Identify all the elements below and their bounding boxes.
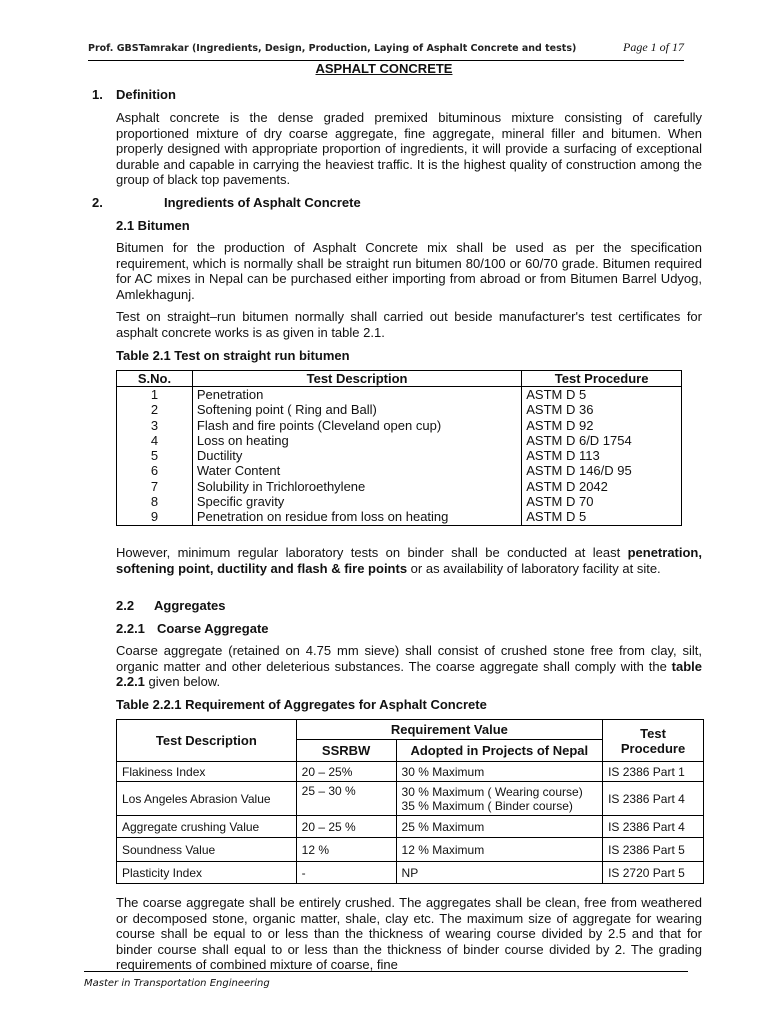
table-row bbox=[117, 433, 682, 448]
table-2-1-caption: Table 2.1 Test on straight run bitumen bbox=[116, 348, 350, 363]
section-2-number: 2. bbox=[92, 195, 103, 210]
cell-test-description: Plasticity Index bbox=[117, 862, 297, 884]
cell-test-procedure: ASTM D 5 bbox=[522, 509, 682, 525]
cell-test-procedure: ASTM D 2042 bbox=[522, 479, 682, 494]
cell-test-description: Softening point ( Ring and Ball) bbox=[192, 402, 521, 417]
col-header-sno: S.No. bbox=[117, 371, 193, 387]
cell-sno: 9 bbox=[117, 509, 193, 525]
cell-test-procedure: ASTM D 92 bbox=[522, 418, 682, 433]
table-row bbox=[117, 448, 682, 463]
col-header-requirement-value: Requirement Value bbox=[296, 720, 602, 740]
table-row bbox=[117, 402, 682, 417]
table-row bbox=[117, 816, 704, 838]
coarse-aggregate-text-a: Coarse aggregate (retained on 4.75 mm sieve) shall consist of crushed stone free from clay, silt, organic matter and other deleterious substances. The coarse aggregate shall comply with the bbox=[116, 643, 702, 674]
cell-test-description: Ductility bbox=[192, 448, 521, 463]
table-row bbox=[117, 509, 682, 525]
section-1-number: 1. bbox=[92, 87, 103, 102]
table-row bbox=[117, 463, 682, 478]
table-row bbox=[117, 782, 704, 816]
cell-ssrbw: 12 % bbox=[296, 838, 396, 862]
cell-test-description: Penetration on residue from loss on heating bbox=[192, 509, 521, 525]
cell-adopted-nepal: NP bbox=[396, 862, 603, 884]
table-row bbox=[117, 862, 704, 884]
aggregate-requirement-table bbox=[116, 719, 704, 884]
cell-test-procedure: ASTM D 5 bbox=[522, 387, 682, 403]
cell-sno: 6 bbox=[117, 463, 193, 478]
section-2-2-1-number: 2.2.1 bbox=[116, 621, 145, 636]
cell-test-description: Aggregate crushing Value bbox=[117, 816, 297, 838]
section-2-2-number: 2.2 bbox=[116, 598, 135, 613]
bitumen-paragraph: Bitumen for the production of Asphalt Concrete mix shall be used as per the specification requirement, which is normally shall be straight run bitumen 80/100 or 60/70 grade. Bitumen required for AC mixes in Nepal can be purchased either importing from abroad or from Bitumen Barrel Udyog, Amlekhagunj. bbox=[116, 240, 702, 302]
minimum-tests-paragraph bbox=[116, 545, 702, 576]
cell-sno: 8 bbox=[117, 494, 193, 509]
table-row bbox=[117, 387, 682, 403]
table-row bbox=[117, 494, 682, 509]
coarse-aggregate-text-c: given below. bbox=[144, 674, 221, 690]
cell-test-description: Loss on heating bbox=[192, 433, 521, 448]
cell-test-procedure: IS 2386 Part 1 bbox=[603, 762, 704, 782]
cell-test-description: Water Content bbox=[192, 463, 521, 478]
cell-adopted-nepal: 30 % Maximum bbox=[396, 762, 603, 782]
document-title: ASPHALT CONCRETE bbox=[315, 61, 453, 76]
section-2-1-heading: 2.1 Bitumen bbox=[116, 218, 190, 233]
cell-sno: 4 bbox=[117, 433, 193, 448]
table-header-row bbox=[117, 720, 704, 740]
cell-sno: 1 bbox=[117, 387, 193, 403]
minimum-tests-text-a: However, minimum regular laboratory tests on binder shall be conducted at least bbox=[116, 545, 628, 560]
cell-test-description: Soundness Value bbox=[117, 838, 297, 862]
cell-test-procedure: ASTM D 6/D 1754 bbox=[522, 433, 682, 448]
col-header-test-description: Test Description bbox=[117, 720, 297, 762]
cell-sno: 5 bbox=[117, 448, 193, 463]
table-row bbox=[117, 479, 682, 494]
cell-test-description: Specific gravity bbox=[192, 494, 521, 509]
coarse-aggregate-paragraph bbox=[116, 643, 702, 690]
cell-test-procedure: IS 2386 Part 5 bbox=[603, 838, 704, 862]
cell-ssrbw: - bbox=[296, 862, 396, 884]
table-row bbox=[117, 762, 704, 782]
col-header-test-procedure: Test Procedure bbox=[522, 371, 682, 387]
coarse-aggregate-crushed-paragraph: The coarse aggregate shall be entirely crushed. The aggregates shall be clean, free from weathered or decomposed stone, organic matter, shale, clay etc. The maximum size of aggregate for wearing course shall be equal to or less than the thickness of wearing course divided by 2.5 and that for binder course shall equal to or less than the thickness of binder course divided by 2. The grading requirements of combined mixture of coarse, fine bbox=[116, 895, 702, 973]
cell-test-procedure: IS 2386 Part 4 bbox=[603, 782, 704, 816]
minimum-tests-bold: penetration, softening point, ductility and flash & fire points bbox=[116, 545, 702, 576]
page-number: Page 1 of 17 bbox=[623, 40, 684, 54]
cell-test-description: Solubility in Trichloroethylene bbox=[192, 479, 521, 494]
bitumen-test-table bbox=[116, 370, 682, 526]
cell-test-description: Flash and fire points (Cleveland open cup) bbox=[192, 418, 521, 433]
cell-test-procedure: ASTM D 113 bbox=[522, 448, 682, 463]
cell-test-procedure: IS 2720 Part 5 bbox=[603, 862, 704, 884]
section-2-heading: Ingredients of Asphalt Concrete bbox=[164, 195, 361, 210]
cell-adopted-nepal: 12 % Maximum bbox=[396, 838, 603, 862]
section-2-2-heading: Aggregates bbox=[154, 598, 226, 613]
table-reference: table 2.2.1 bbox=[116, 658, 702, 690]
cell-sno: 7 bbox=[117, 479, 193, 494]
section-1-heading: Definition bbox=[116, 87, 176, 102]
table-row bbox=[117, 418, 682, 433]
cell-test-procedure: ASTM D 36 bbox=[522, 402, 682, 417]
table-row bbox=[117, 838, 704, 862]
cell-test-description: Los Angeles Abrasion Value bbox=[117, 782, 297, 816]
cell-test-procedure: ASTM D 146/D 95 bbox=[522, 463, 682, 478]
col-header-adopted-nepal: Adopted in Projects of Nepal bbox=[396, 740, 603, 762]
cell-adopted-nepal: 30 % Maximum ( Wearing course) 35 % Maximum ( Binder course) bbox=[396, 782, 603, 816]
page-header bbox=[88, 40, 684, 61]
cell-ssrbw: 20 – 25% bbox=[296, 762, 396, 782]
section-2-2-1-heading: Coarse Aggregate bbox=[157, 621, 269, 636]
minimum-tests-text-c: or as availability of laboratory facility at site. bbox=[407, 560, 661, 576]
col-header-test-procedure: Test Procedure bbox=[603, 720, 704, 762]
definition-paragraph: Asphalt concrete is the dense graded premixed bituminous mixture consisting of carefully proportioned mixture of dry coarse aggregate, fine aggregate, mineral filler and bitumen. When properly designed with appropriate proportion of ingredients, it will provide a surfacing of exceptional durable and capable in carrying the heaviest traffic. It is the highest quality of construction among the group of black top pavements. bbox=[116, 110, 702, 188]
cell-test-procedure: IS 2386 Part 4 bbox=[603, 816, 704, 838]
bitumen-test-paragraph: Test on straight–run bitumen normally shall carried out beside manufacturer's test certificates for asphalt concrete works is as given in table 2.1. bbox=[116, 309, 702, 340]
header-author-title: Prof. GBSTamrakar (Ingredients, Design, Production, Laying of Asphalt Concrete and tests) bbox=[88, 43, 577, 54]
table-2-2-1-caption: Table 2.2.1 Requirement of Aggregates for Asphalt Concrete bbox=[116, 697, 487, 712]
table-header-row bbox=[117, 371, 682, 387]
cell-sno: 2 bbox=[117, 402, 193, 417]
cell-test-procedure: ASTM D 70 bbox=[522, 494, 682, 509]
cell-test-description: Flakiness Index bbox=[117, 762, 297, 782]
cell-adopted-nepal: 25 % Maximum bbox=[396, 816, 603, 838]
col-header-ssrbw: SSRBW bbox=[296, 740, 396, 762]
cell-ssrbw: 25 – 30 % bbox=[296, 782, 396, 816]
col-header-test-description: Test Description bbox=[192, 371, 521, 387]
cell-sno: 3 bbox=[117, 418, 193, 433]
cell-ssrbw: 20 – 25 % bbox=[296, 816, 396, 838]
page-footer: Master in Transportation Engineering bbox=[84, 971, 688, 989]
cell-test-description: Penetration bbox=[192, 387, 521, 403]
